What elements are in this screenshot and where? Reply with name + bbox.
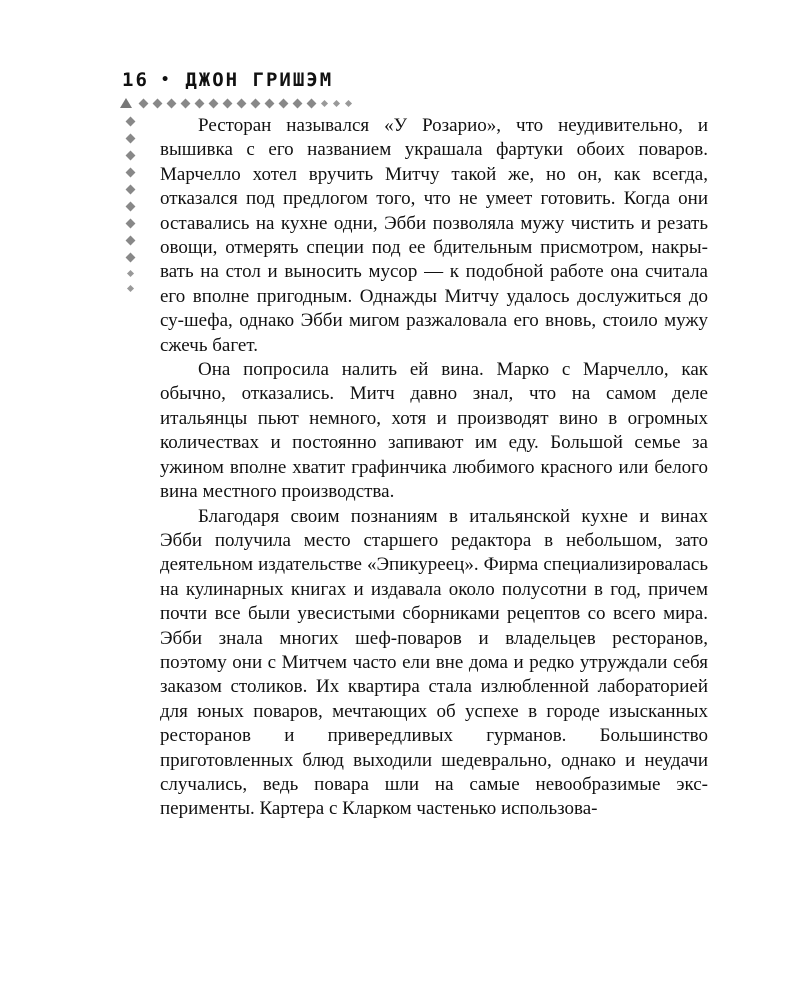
ornament-column [127, 118, 134, 301]
diamond-ornament-icon [153, 98, 163, 108]
diamond-ornament-icon [126, 219, 136, 229]
diamond-ornament-icon [251, 98, 261, 108]
paragraph: Благодаря своим познаниям в итальянской кухне и винах Эбби получила место старшего редактора в небольшом, зато деятельном издательстве «Эпикуреец». Фирма специализировалась на кулинарных книгах и издавала около полусотни в год, причем почти все были увесистыми сборниками рецептов со всего мира. Эбби знала многих шеф-поваров и владельцев ресторанов, поэтому они с Митчем часто ели вне дома и редко утруждали себя заказом столиков. Их квартира стала излюбленной лабораторией для юных поваров, мечтающих об успехе в городе изысканных ресторанов и привередливых гурманов. Большинство приготовленных блюд выходили шедеврально, однако и неудачи случались, ведь повара шли на самые невообразимые эксперименты. Картера с Кларком частенько использова- [160, 505, 708, 820]
header-bullet: • [160, 72, 172, 88]
diamond-ornament-icon [126, 117, 136, 127]
diamond-ornament-icon [126, 202, 136, 212]
diamond-ornament-icon [126, 185, 136, 195]
paragraph: Ресторан назывался «У Розарио», что неудивительно, и вышивка с его названием украшала фартуки обоих поваров. Марчелло хотел вручить Митчу такой же, но он, как всегда, отказался под предлогом того, что не умеет готовить. Когда они оставались на кухне одни, Эбби позволяла мужу чистить и резать овощи, отмерять специи под ее бдительным присмотром, накрывать на стол и выносить мусор — к подобной работе она считала его вполне пригодным. Однажды Митчу удалось дослужиться до су-шефа, однако Эбби мигом разжаловала его вновь, стоило мужу сжечь багет. [160, 115, 708, 356]
diamond-ornament-icon [126, 236, 136, 246]
diamond-ornament-icon [279, 98, 289, 108]
paragraph: Она попросила налить ей вина. Марко с Марчелло, как обычно, отказались. Митч давно знал, что на самом деле итальянцы пьют немного, хотя и производят вино в огромных количествах и постоянно запивают им еду. Большой семье за ужином вполне хватит графинчика любимого красного или белого вина местного производства. [160, 359, 708, 503]
diamond-ornament-icon [237, 98, 247, 108]
running-head [122, 66, 333, 94]
diamond-ornament-icon [265, 98, 275, 108]
diamond-ornament-icon [126, 253, 136, 263]
diamond-ornament-icon [126, 168, 136, 178]
body-text [160, 114, 708, 822]
diamond-ornament-icon [333, 99, 340, 106]
diamond-ornament-icon [223, 98, 233, 108]
diamond-ornament-icon [127, 285, 134, 292]
triangle-ornament-icon [120, 98, 132, 108]
page-number: 16 [122, 69, 149, 91]
diamond-ornament-icon [126, 134, 136, 144]
diamond-ornament-icon [307, 98, 317, 108]
diamond-ornament-icon [321, 99, 328, 106]
diamond-ornament-icon [345, 99, 352, 106]
diamond-ornament-icon [127, 270, 134, 277]
diamond-ornament-icon [195, 98, 205, 108]
diamond-ornament-icon [126, 151, 136, 161]
diamond-ornament-icon [181, 98, 191, 108]
diamond-ornament-icon [293, 98, 303, 108]
diamond-ornament-icon [209, 98, 219, 108]
diamond-ornament-icon [167, 98, 177, 108]
diamond-ornament-icon [139, 98, 149, 108]
ornament-row [120, 96, 358, 110]
author-name: ДЖОН ГРИШЭМ [185, 69, 334, 91]
